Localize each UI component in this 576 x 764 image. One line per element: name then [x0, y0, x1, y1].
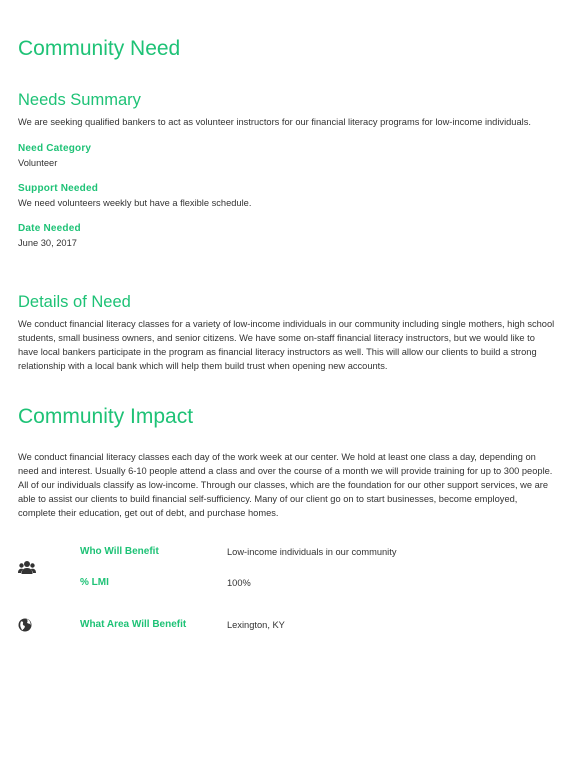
users-icon [18, 560, 36, 576]
details-of-need-heading: Details of Need [18, 293, 131, 311]
support-needed-label: Support Needed [18, 183, 99, 194]
globe-icon [18, 618, 32, 632]
area-label: What Area Will Benefit [80, 619, 187, 630]
who-will-benefit-label: Who Will Benefit [80, 546, 159, 557]
area-value: Lexington, KY [227, 620, 285, 630]
community-impact-text: We conduct financial literacy classes each day of the work week at our center. We hold at least one class a day, depending on need and interest. Usually 6-10 people attend a class and over the course of a month we will provide training for up to 300 people. All of our individuals classify as low-income. Through our classes, which are the foundation for our other support services, we are able to assist our clients to build financial self-sufficiency. Many of our client go on to start businesses, become employed, complete their education, get out of debt, and purchase homes. [18, 452, 553, 518]
support-needed-value: We need volunteers weekly but have a flexible schedule. [18, 198, 252, 208]
needs-summary-heading: Needs Summary [18, 91, 141, 109]
lmi-value: 100% [227, 578, 251, 588]
date-needed-value: June 30, 2017 [18, 238, 77, 248]
details-of-need-text: We conduct financial literacy classes for a variety of low-income individuals in our community including single mothers, high school students, small business owners, and senior citizens. We have some on-staff financial literacy instructors, but we would like to have local bankers participate in the program as financial literacy instructors as well. This will allow our clients to build a strong relationship with a local bank which will help them build trust when opening new accounts. [18, 319, 555, 371]
date-needed-label: Date Needed [18, 223, 81, 234]
lmi-label: % LMI [80, 577, 109, 588]
page-title: Community Need [18, 37, 181, 60]
who-will-benefit-value: Low-income individuals in our community [227, 547, 397, 557]
need-category-label: Need Category [18, 143, 92, 154]
need-category-value: Volunteer [18, 158, 58, 168]
community-impact-heading: Community Impact [18, 405, 194, 428]
needs-summary-text: We are seeking qualified bankers to act as volunteer instructors for our financial literacy programs for low-income individuals. [18, 117, 531, 127]
